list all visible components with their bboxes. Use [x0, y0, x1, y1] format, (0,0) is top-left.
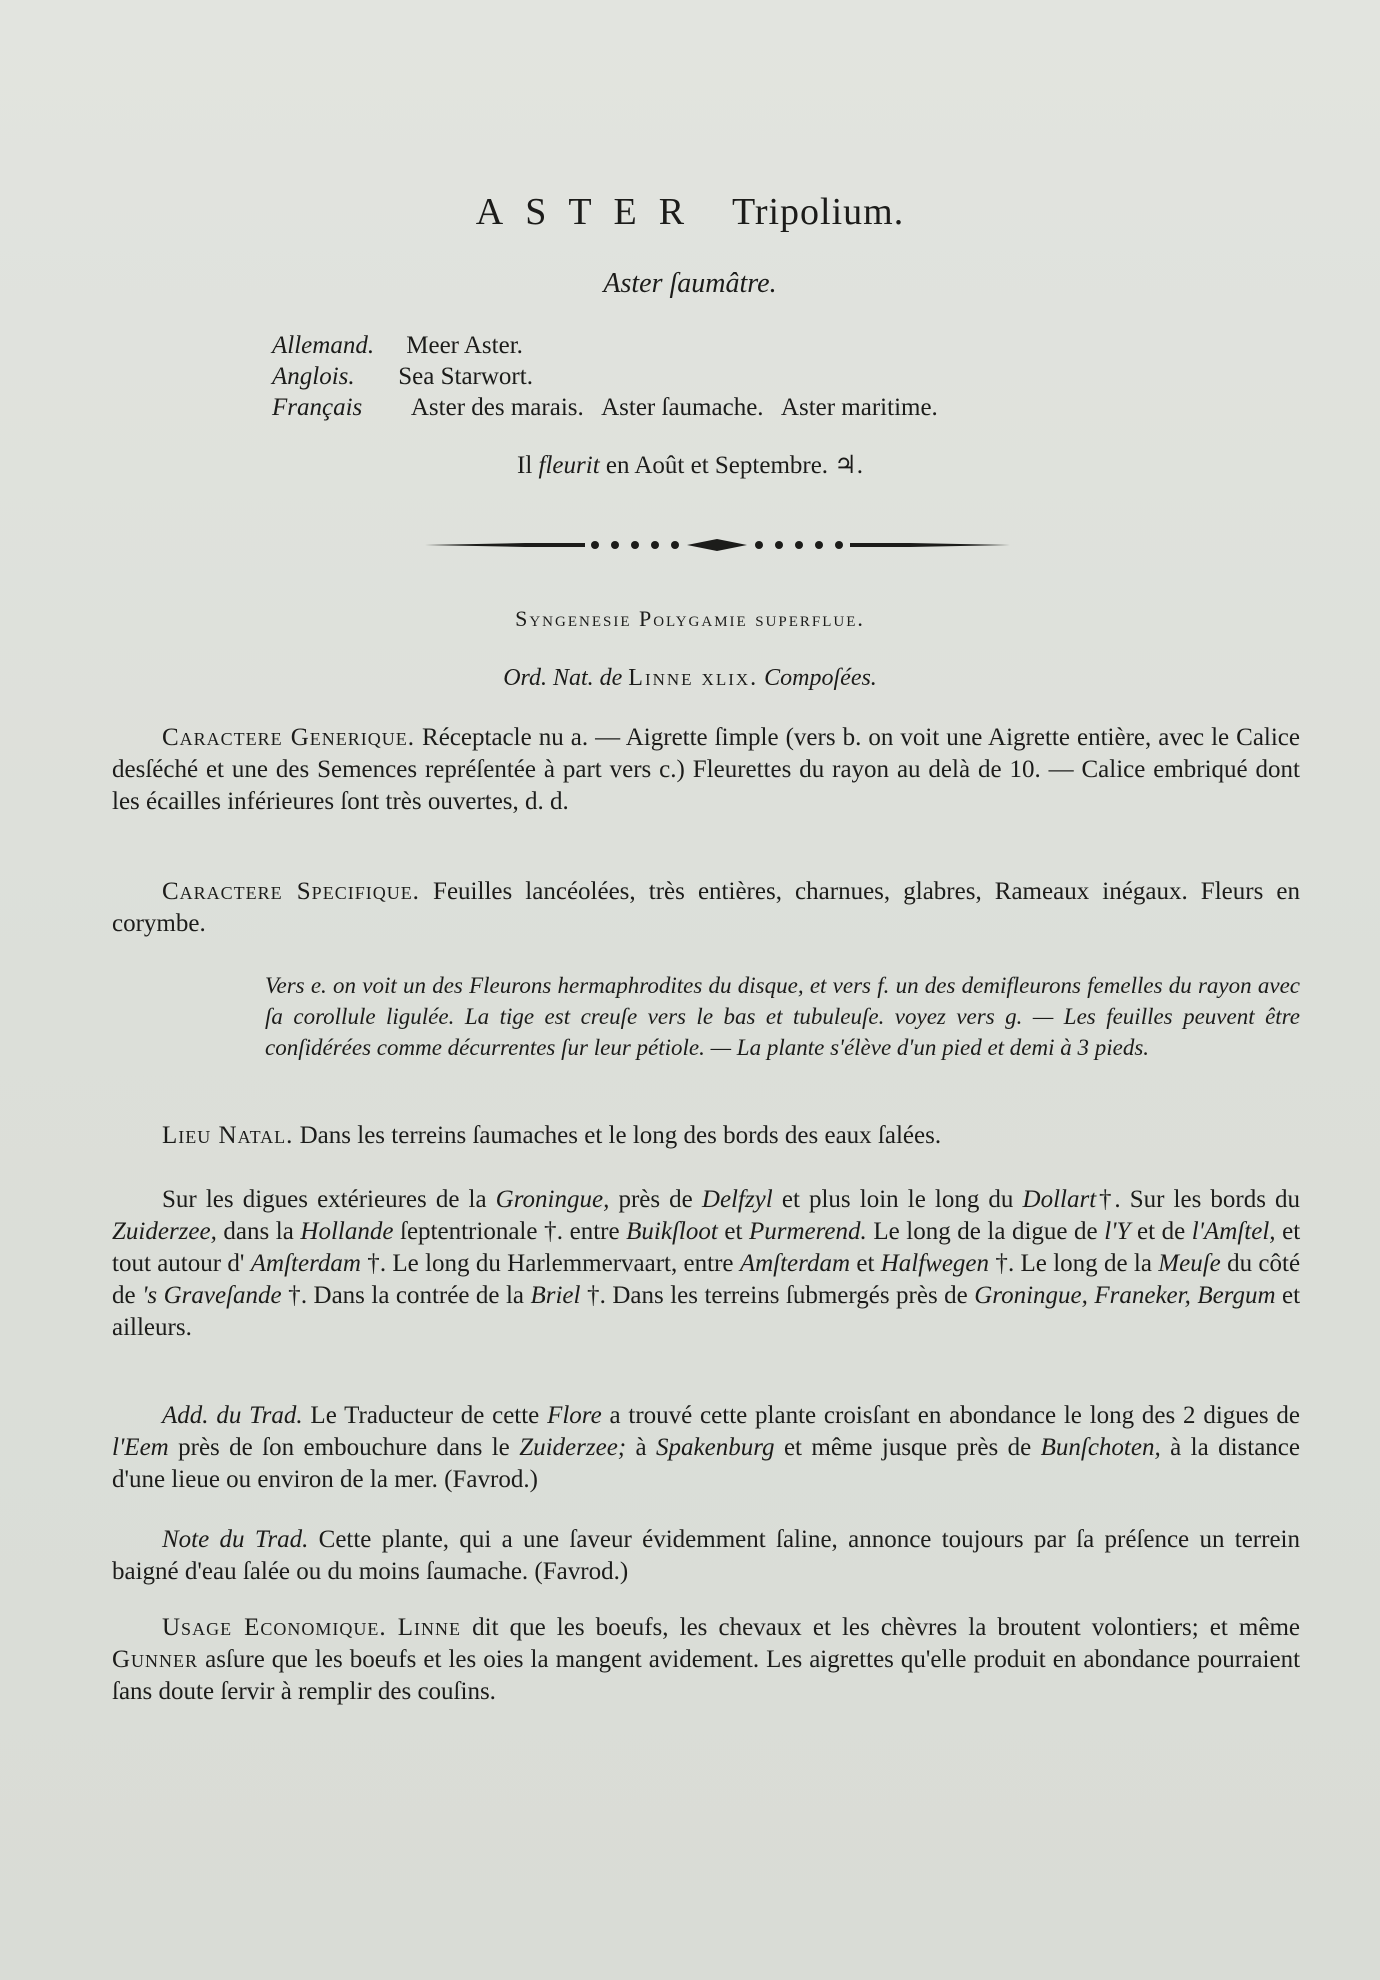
species-name: Tripolium. [731, 191, 905, 233]
text-run: dit que les boeufs, les chevaux et les chèvres la broutent volontiers; et même [472, 1614, 1301, 1641]
section-label: Caractere Generique. [162, 724, 415, 751]
text-run: asſure que les boeufs et les oies la mangent avidement. Les aigrettes qu'elle produit en abondance pourraient ſans doute ſervir à remplir des couſins. [112, 1646, 1301, 1705]
text-run: Gunner [112, 1646, 199, 1673]
section-text: Feuilles lancéolées, très entières, charnues, glabres, Rameaux inégaux. Fleurs en corymbe. [112, 878, 1300, 937]
text-run: et ailleurs. [112, 1282, 1301, 1341]
section-text: Cette plante, qui a une ſaveur évidemment ſaline, annonce toujours par ſa préſence un terrein baigné d'eau ſalée ou du moins ſaumache. (Favrod.) [112, 1526, 1300, 1585]
place-name: Delfzyl [701, 1186, 773, 1213]
flowering-line [0, 450, 1380, 480]
place-name: Meuſe [1158, 1250, 1221, 1277]
page-title [0, 190, 1380, 234]
genus-name: ASTER [475, 191, 707, 233]
lang-label: Anglois. [272, 363, 355, 390]
text-run: et tout autour d' [112, 1218, 1301, 1277]
text-run: Zuiderzee; [519, 1434, 627, 1461]
flowering-rest: en Août et Septembre. ♃. [605, 452, 863, 479]
place-name: Halfwegen [880, 1250, 990, 1277]
ordnat-linne: Linne xlix. [628, 665, 759, 691]
text-run: et même jusque près de [783, 1434, 1032, 1461]
name-row-german [272, 330, 1172, 361]
french-subtitle: Aster ſaumâtre. [603, 268, 777, 299]
section-label: Add. du Trad. [162, 1402, 303, 1429]
section-label: Usage Economique. [162, 1614, 387, 1641]
text-run: Flore [547, 1402, 602, 1429]
generic-character-section [112, 722, 1300, 818]
place-name: Dollart [1022, 1186, 1097, 1213]
place-name: Groningue, [495, 1186, 610, 1213]
text-run: et [724, 1218, 743, 1245]
text-run: a trouvé cette plante croisſant en abondance le long des 2 digues de [609, 1402, 1301, 1429]
flowering-verb: fleurit [538, 452, 600, 479]
place-name: Briel [530, 1282, 581, 1309]
text-run: †. Dans la contrée de la [288, 1282, 525, 1309]
text-run: †. Le long de la [995, 1250, 1152, 1277]
place-name: Groningue, [974, 1282, 1088, 1309]
localities-section [112, 1184, 1300, 1344]
place-name: Buikſloot [626, 1218, 718, 1245]
ornament-divider [425, 535, 1010, 555]
flowering-prefix: Il [517, 452, 533, 479]
text-run: du côté de [112, 1250, 1301, 1309]
place-name: Amſterdam [250, 1250, 361, 1277]
section-label: Lieu Natal. [162, 1122, 294, 1149]
lang-label: Allemand. [272, 332, 375, 359]
natural-order-line [0, 665, 1380, 692]
lang-label: Français [272, 394, 363, 421]
ordnat-family: Compoſées. [764, 665, 877, 691]
place-name: Franeker, [1094, 1282, 1191, 1309]
place-name: l'Amſtel, [1191, 1218, 1276, 1245]
text-run: †. Sur les bords du [1096, 1186, 1301, 1213]
text-run: Sur les digues extérieures de la [162, 1186, 487, 1213]
place-name: Bergum [1197, 1282, 1276, 1309]
text-run: à la distance d'une lieue ou environ de la mer. (Favrod.) [112, 1434, 1300, 1493]
name-value: Meer Aster. [406, 332, 523, 359]
place-name: Amſterdam [739, 1250, 851, 1277]
economic-usage-section [112, 1612, 1300, 1708]
name-value: Sea Starwort. [398, 363, 533, 390]
text-run: Spakenburg [656, 1434, 775, 1461]
text-run: Linne [397, 1614, 462, 1641]
section-label: Caractere Specifique. [162, 878, 420, 905]
place-name: Purmerend. [748, 1218, 867, 1245]
section-label: Note du Trad. [162, 1526, 309, 1553]
habitat-section [112, 1120, 1300, 1152]
text-run: et [856, 1250, 875, 1277]
text-run: dans la [223, 1218, 294, 1245]
text-run: Bunſchoten, [1040, 1434, 1161, 1461]
classification-heading: Syngenesie Polygamie superflue. [515, 606, 865, 631]
section-text: Réceptacle nu a. — Aigrette ſimple (vers b. on voit une Aigrette entière, avec le Calice desſéché et une des Semences repréſentée à part vers c.) Fleurettes du rayon au delà de 10. — Calice embriqué dont les écailles inférieures ſont très ouvertes, d. d. [112, 724, 1301, 815]
text-run: Le long de la digue de [873, 1218, 1098, 1245]
section-text: Dans les terreins ſaumaches et le long des bords des eaux ſalées. [299, 1122, 942, 1149]
name-value: Aster des marais. Aster ſaumache. Aster maritime. [410, 394, 938, 421]
text-run: près de ſon embouchure dans le [178, 1434, 510, 1461]
ordnat-prefix: Ord. Nat. de [503, 665, 623, 691]
place-name: 's Graveſande [142, 1282, 282, 1309]
place-name: Zuiderzee, [112, 1218, 217, 1245]
place-name: Hollande [300, 1218, 394, 1245]
name-row-english [272, 361, 1172, 392]
text-run: près de [618, 1186, 693, 1213]
common-names-list [272, 330, 1172, 423]
text-run: l'Eem [112, 1434, 169, 1461]
text-run: Le Traducteur de cette [310, 1402, 540, 1429]
translator-note [112, 1524, 1300, 1588]
text-run: †. Dans les terreins ſubmergés près de [586, 1282, 968, 1309]
place-name: l'Y [1104, 1218, 1131, 1245]
text-run: à [635, 1434, 647, 1461]
text-run: †. Le long du Harlemmervaart, entre [367, 1250, 734, 1277]
translator-addition [112, 1400, 1300, 1496]
text-run: ſeptentrionale †. entre [400, 1218, 620, 1245]
figure-note: Vers e. on voit un des Fleurons hermaphrodites du disque, et vers f. un des demifleurons femelles du rayon avec ſa corollule ligulée. La tige est creuſe vers le bas et tubuleuſe. voyez vers g. — Les feuilles peuvent être conſidérées comme décurrentes ſur leur pétiole. — La plante s'élève d'un pied et demi à 3 pieds. [265, 973, 1300, 1060]
text-run: et plus loin le long du [781, 1186, 1014, 1213]
text-run: et de [1136, 1218, 1186, 1245]
specific-character-section [112, 876, 1300, 940]
name-row-french [272, 392, 1172, 423]
